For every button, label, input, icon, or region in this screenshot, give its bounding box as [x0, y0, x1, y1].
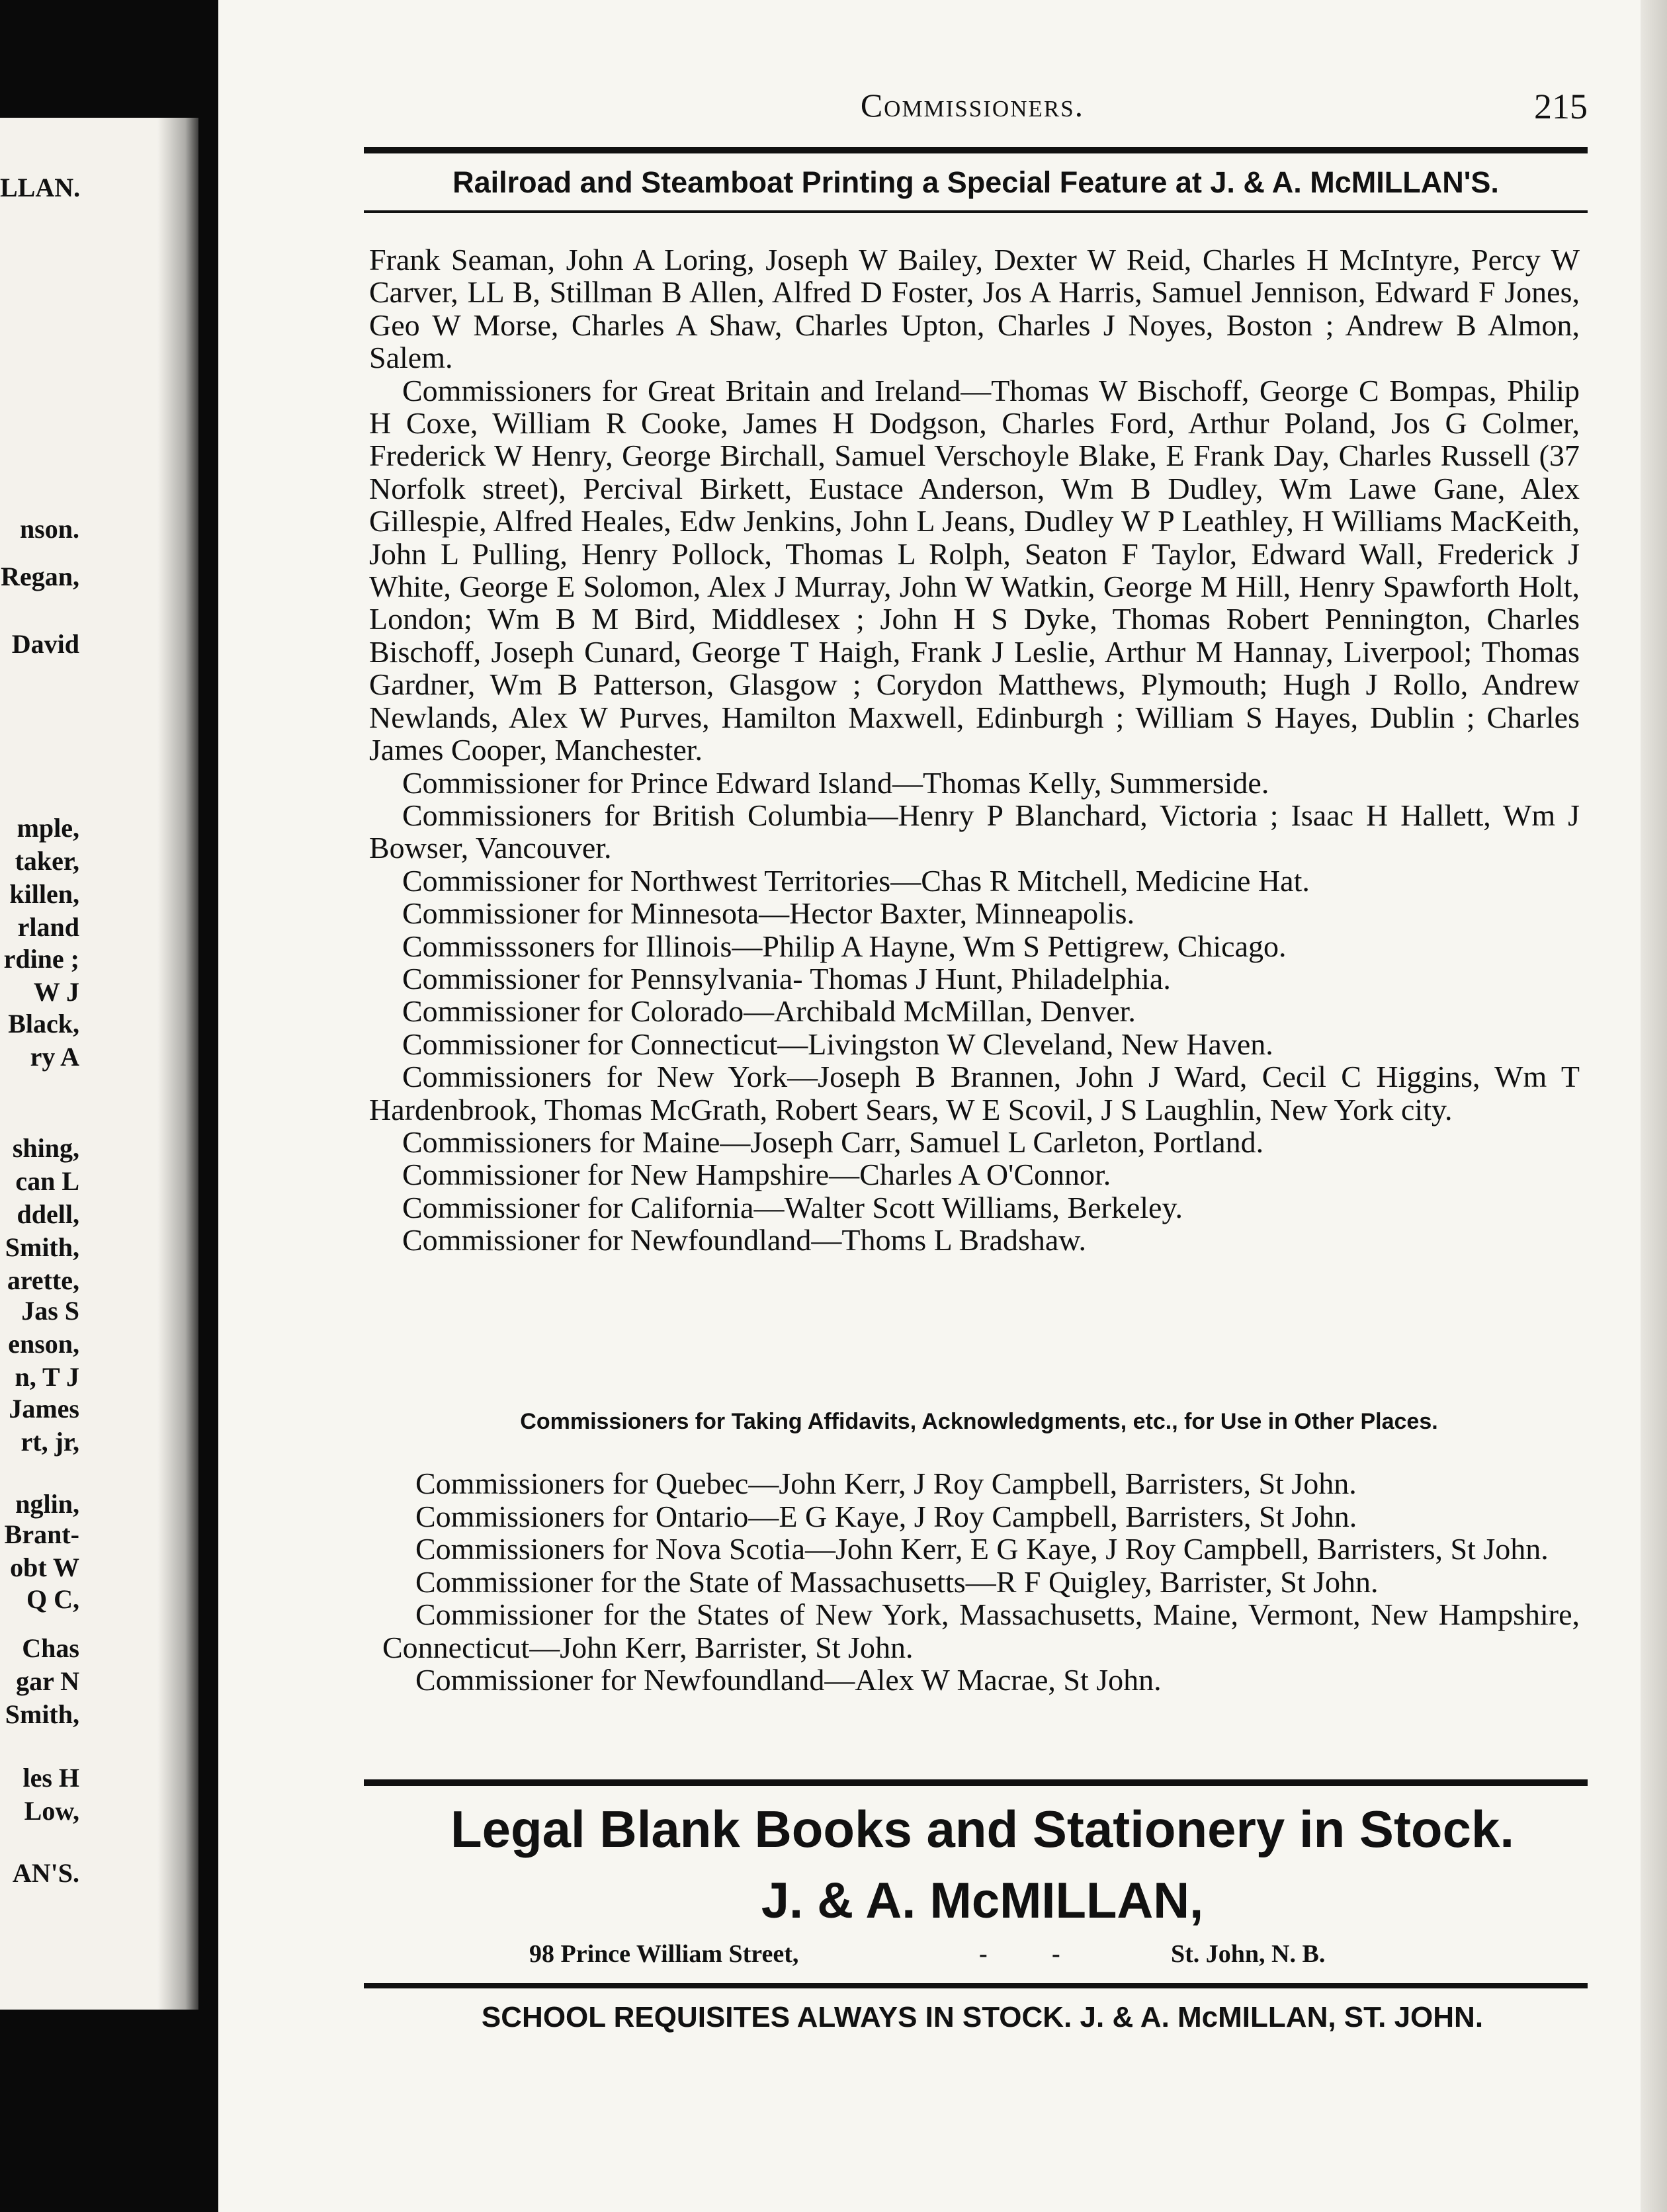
affidavit-commissioner-entry: Commissioner for the States of New York, Massachusetts, Maine, Vermont, New Hampshire, Connecticut—John Kerr, Barrister, St John.	[382, 1597, 1580, 1664]
fragment-text: Smith,	[5, 1699, 79, 1729]
commissioner-entry: Commissioners for Great Britain and Ireland—Thomas W Bischoff, George C Bompas, Philip H Coxe, William R Cooke, James H Dodgson, Charles Ford, Arthur Poland, Jos G Colmer, Frederick W Henry, George Birchall, Samuel Verschoyle Blake, E Frank Day, Charles Russell (37 Norfolk street), Percival Birkett, Eustace Anderson, Wm B Dudley, Wm Lawe Gane, Alex Gillespie, Alfred Heales, Edw Jenkins, John L Jeans, Dudley W P Leathley, H Williams MacKeith, John L Pulling, Henry Pollock, Thomas L Rolph, Seaton F Taylor, Edward Wall, Frederick J White, George E Solomon, Alex J Murray, John W Watkin, George M Hill, Henry Spawforth Holt, London; Wm B M Bird, Middlesex ; John H S Dyke, Thomas Robert Pennington, Charles Bischoff, Joseph Cunard, George T Haigh, Frank J Leslie, Arthur M Hannay, Liverpool; Thomas Gardner, Wm B Patterson, Glasgow ; Corydon Matthews, Plymouth; Hugh J Rollo, Andrew Newlands, Alex W Purves, Hamilton Maxwell, Edinburgh ; William S Hayes, Dublin ; Charles James Cooper, Manchester.	[369, 373, 1580, 767]
fragment-text: obt W	[10, 1553, 79, 1582]
ad-dash: -	[979, 1940, 988, 1968]
fragment-text: les H	[22, 1763, 79, 1793]
footer-advertisement: SCHOOL REQUISITES ALWAYS IN STOCK. J. & A. McMILLAN, ST. JOHN.	[481, 2001, 1484, 2033]
fragment-text: ddell,	[17, 1199, 79, 1229]
affidavit-commissioners-list	[382, 1467, 1580, 1697]
fragment-text: Black,	[8, 1009, 79, 1039]
fragment-text: rt, jr,	[21, 1427, 79, 1457]
ad-dash: -	[1052, 1940, 1060, 1968]
commissioner-entry: Commissioner for Prince Edward Island—Thomas Kelly, Summerside.	[402, 765, 1269, 800]
affidavit-commissioner-entry: Commissioners for Ontario—E G Kaye, J Roy Campbell, Barristers, St John.	[415, 1499, 1357, 1533]
fragment-text: rdine ;	[3, 944, 79, 974]
fragment-text: rland	[17, 912, 79, 942]
commissioners-list	[369, 243, 1580, 1257]
fragment-text: James	[9, 1394, 79, 1424]
commissioner-entry: Commissioners for British Columbia—Henry P Blanchard, Victoria ; Isaac H Hallett, Wm J Bowser, Vancouver.	[369, 798, 1580, 865]
commissioner-entry: Commissioner for Pennsylvania- Thomas J Hunt, Philadelphia.	[402, 961, 1171, 996]
fragment-text: taker,	[15, 846, 79, 876]
fragment-text: nson.	[19, 514, 79, 544]
fragment-text: gar N	[16, 1666, 79, 1696]
fragment-text: Brant-	[4, 1519, 79, 1549]
commissioner-entry: Commissioner for Minnesota—Hector Baxter, Minneapolis.	[402, 896, 1135, 931]
ad-city: St. John, N. B.	[1171, 1940, 1326, 1968]
section-heading: Commissioners for Taking Affidavits, Acknowledgments, etc., for Use in Other Places.	[520, 1409, 1438, 1434]
ad-street: 98 Prince William Street,	[529, 1940, 799, 1968]
binding-gutter	[198, 0, 218, 2212]
affidavit-commissioner-entry: Commissioners for Quebec—John Kerr, J Roy Campbell, Barristers, St John.	[415, 1467, 1357, 1500]
fragment-text: Low,	[24, 1796, 79, 1826]
commissioner-entry: Commissioners for New York—Joseph B Brannen, John J Ward, Cecil C Higgins, Wm T Hardenbrook, Thomas McGrath, Robert Sears, W E Scovil, J S Laughlin, New York city.	[369, 1060, 1580, 1127]
ad-top-rule	[364, 1779, 1588, 1786]
fragment-text: Jas S	[21, 1296, 79, 1326]
affidavit-commissioner-entry: Commissioner for Newfoundland—Alex W Macrae, St John.	[415, 1663, 1162, 1697]
page	[218, 0, 1667, 2212]
fragment-text: ry A	[30, 1042, 79, 1072]
fragment-text: Chas	[22, 1633, 79, 1663]
fragment-text: can L	[15, 1166, 79, 1196]
commissioner-entry: Frank Seaman, John A Loring, Joseph W Bailey, Dexter W Reid, Charles H McIntyre, Percy W Carver, LL B, Stillman B Allen, Alfred D Foster, Jos A Harris, Samuel Jennison, Edward F Jones, Geo W Morse, Charles A Shaw, Charles Upton, Charles J Noyes, Boston ; Andrew B Almon, Salem.	[369, 243, 1580, 375]
ad-title: Legal Blank Books and Stationery in Stock.	[450, 1800, 1515, 1858]
fragment-text: n, T J	[15, 1362, 79, 1392]
fragment-text: arette,	[7, 1265, 79, 1295]
page-header	[357, 86, 1588, 132]
page-right-edge	[1641, 0, 1667, 2212]
adjacent-page-fragment	[0, 118, 198, 2010]
fragment-text: LLAN.	[0, 173, 81, 202]
affidavit-commissioner-entry: Commissioners for Nova Scotia—John Kerr, E G Kaye, J Roy Campbell, Barristers, St John.	[415, 1532, 1549, 1566]
commissioner-entry: Commissioner for Northwest Territories—Chas R Mitchell, Medicine Hat.	[402, 863, 1310, 898]
ad-firm-name: J. & A. McMILLAN,	[761, 1873, 1204, 1929]
commissioner-entry: Commissioner for California—Walter Scott Williams, Berkeley.	[402, 1190, 1183, 1224]
fragment-text: David	[11, 629, 79, 659]
fragment-text: mple,	[17, 813, 79, 843]
commissioner-entry: Commissioners for Maine—Joseph Carr, Samuel L Carleton, Portland.	[402, 1125, 1264, 1159]
fragment-text: enson,	[8, 1329, 79, 1359]
commissioner-entry: Commisssoners for Illinois—Philip A Hayne, Wm S Pettigrew, Chicago.	[402, 929, 1287, 963]
fragment-text: nglin,	[15, 1489, 79, 1519]
banner-rule	[364, 210, 1588, 213]
ad-bottom-rule	[364, 1983, 1588, 1988]
fragment-text: Q C,	[26, 1584, 79, 1614]
fragment-text: Regan,	[1, 562, 79, 591]
fragment-text: AN'S.	[12, 1858, 79, 1888]
banner-advertisement: Railroad and Steamboat Printing a Special Feature at J. & A. McMILLAN'S.	[452, 165, 1499, 199]
affidavit-commissioner-entry: Commissioner for the State of Massachusetts—R F Quigley, Barrister, St John.	[415, 1564, 1379, 1599]
page-fold-shadow	[157, 118, 198, 2010]
running-head: Commissioners.	[860, 87, 1085, 124]
fragment-text: shing,	[12, 1133, 79, 1163]
page-number: 215	[1534, 87, 1588, 126]
commissioner-entry: Commissioner for New Hampshire—Charles A O'Connor.	[402, 1158, 1111, 1192]
fragment-text: Smith,	[5, 1232, 79, 1262]
fragment-text: killen,	[9, 879, 79, 909]
fragment-text: W J	[33, 977, 79, 1007]
top-rule	[364, 147, 1588, 153]
commissioner-entry: Commissioner for Newfoundland—Thoms L Bradshaw.	[402, 1223, 1086, 1257]
commissioner-entry: Commissioner for Colorado—Archibald McMillan, Denver.	[402, 994, 1136, 1029]
commissioner-entry: Commissioner for Connecticut—Livingston W Cleveland, New Haven.	[402, 1027, 1273, 1061]
